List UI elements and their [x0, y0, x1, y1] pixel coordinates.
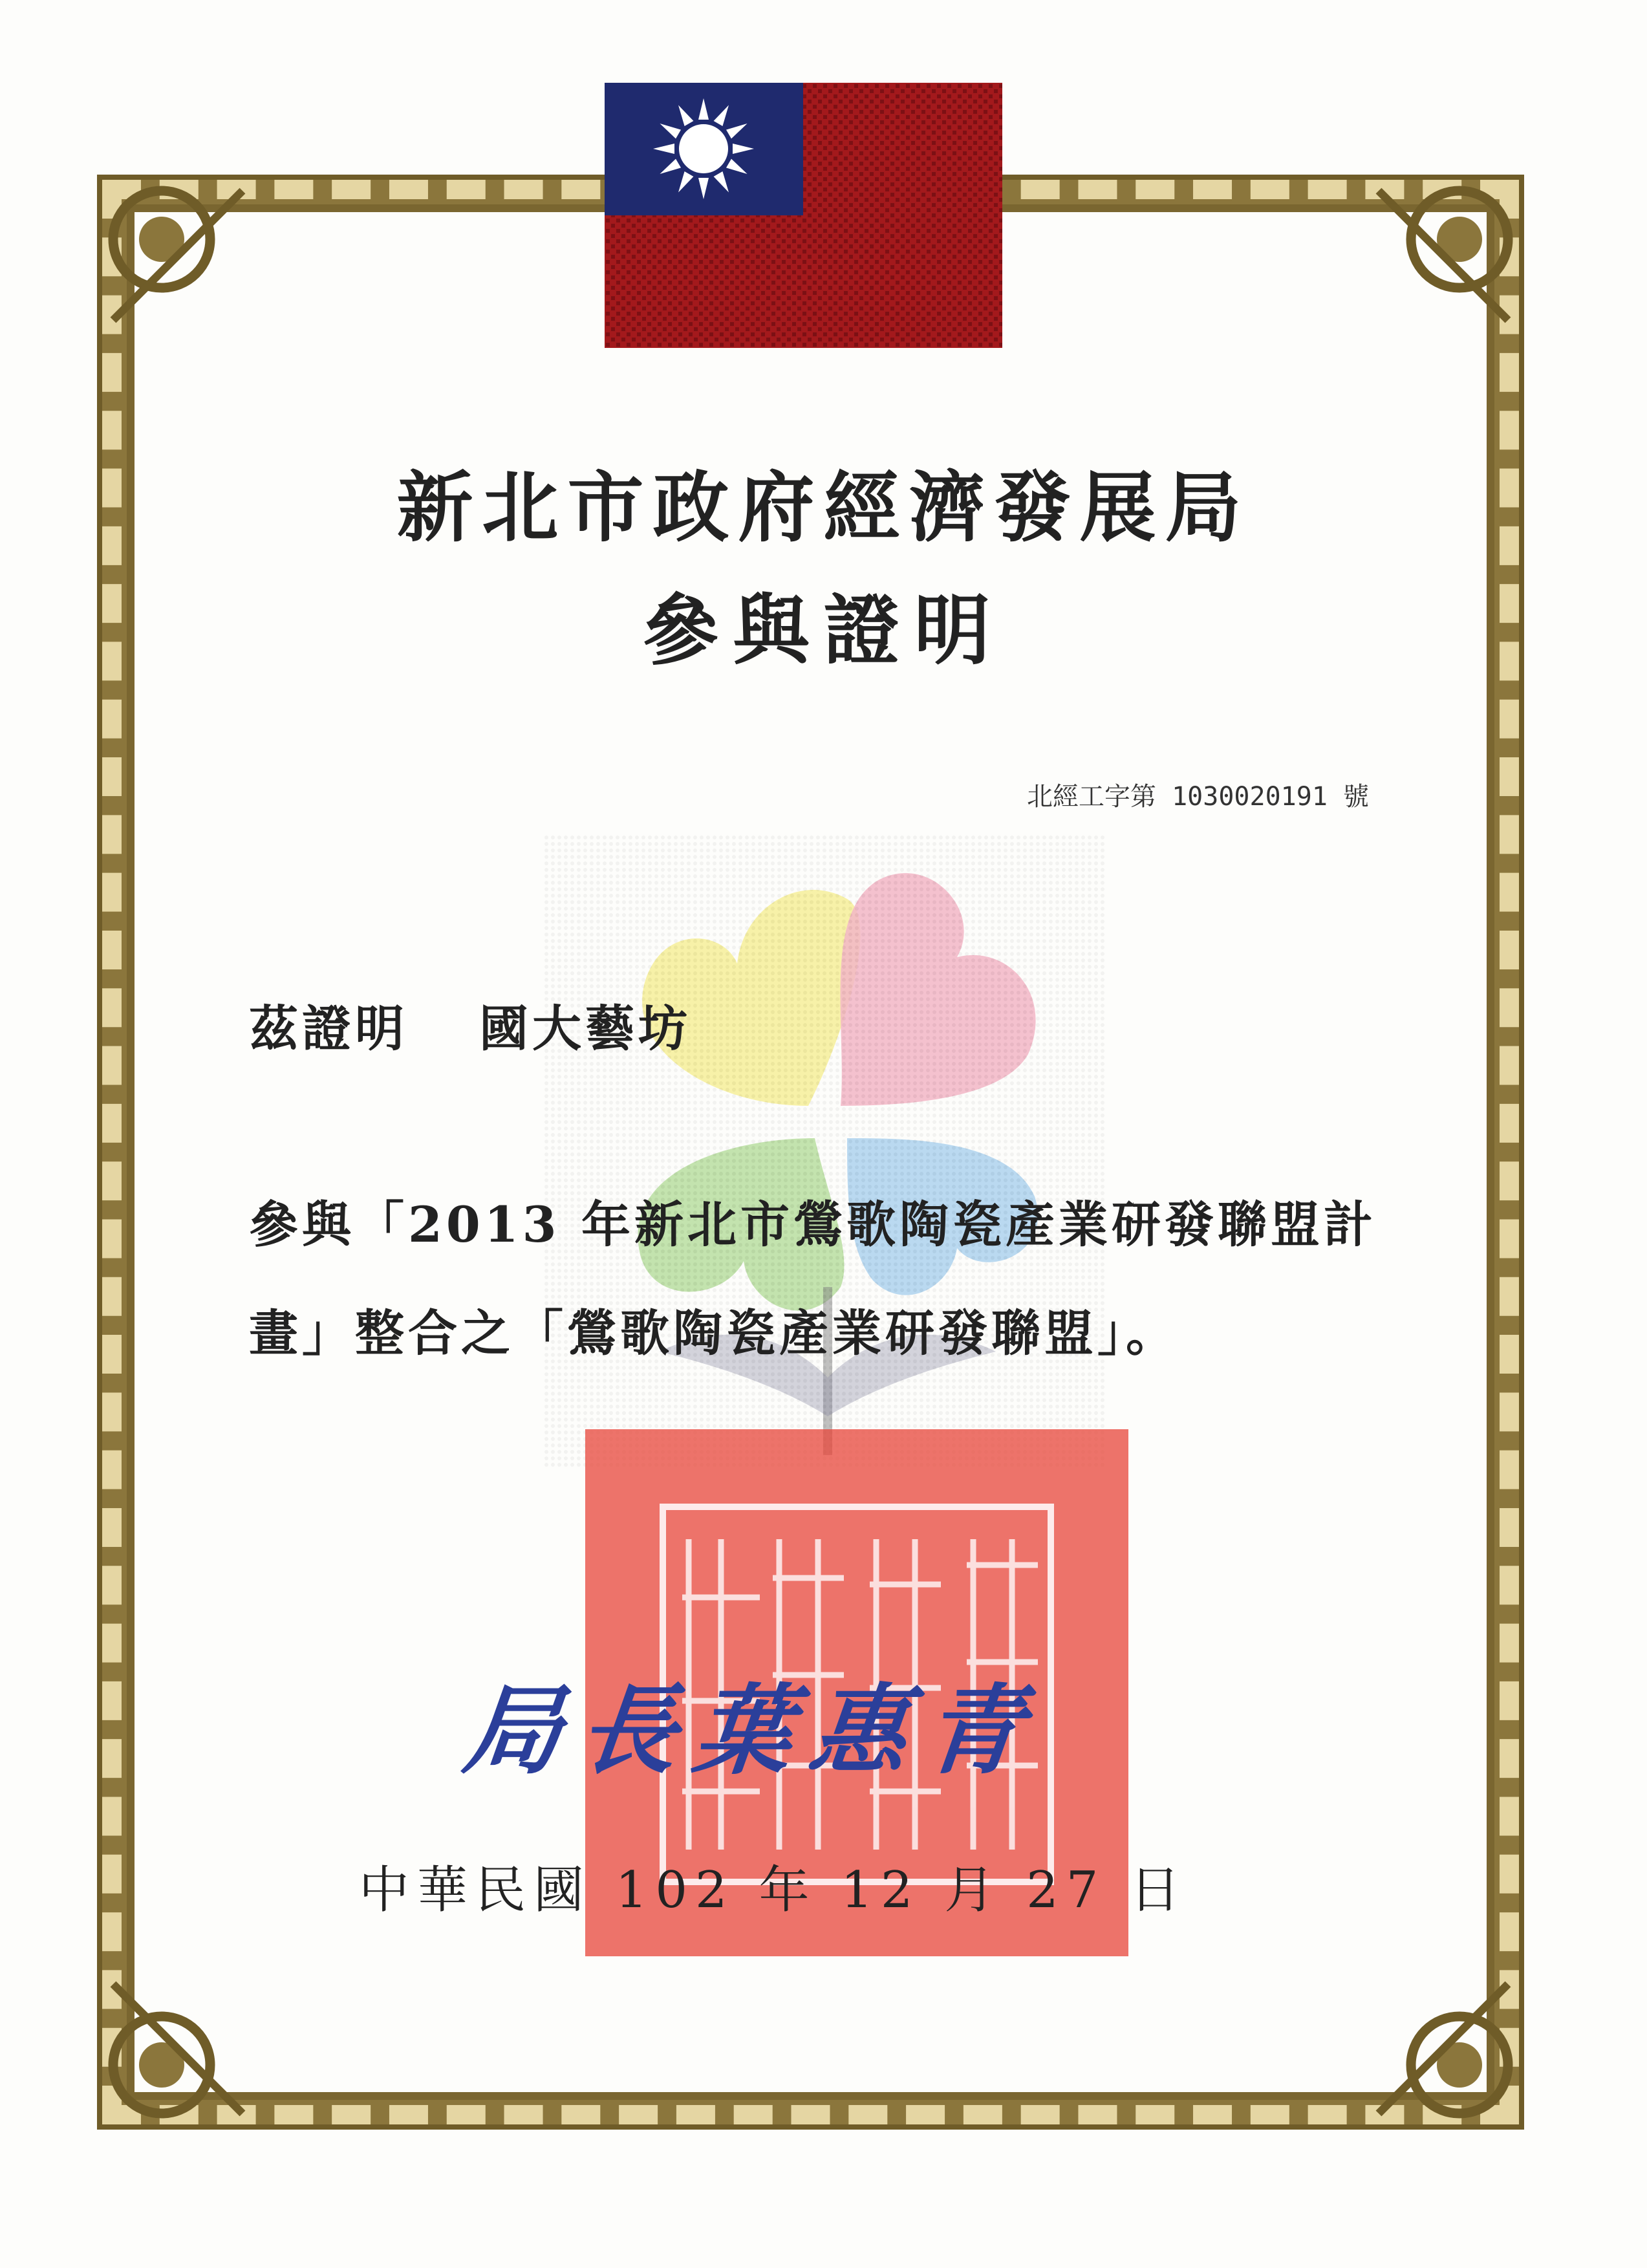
recipient-name: 國大藝坊 [479, 1000, 691, 1057]
corner-ornament-icon [97, 1968, 259, 2130]
roc-flag-icon [605, 83, 1002, 348]
issue-date: 中華民國 102 年 12 月 27 日 [359, 1861, 1189, 1919]
signature-title: 局長 [458, 1674, 701, 1787]
certification-line [249, 989, 691, 1060]
signature-name: 葉惠青 [689, 1674, 1046, 1787]
document-title: 參與證明 [642, 585, 1005, 675]
director-signature [458, 1652, 1049, 1792]
document-number: 北經工字第 1030020191 號 [1027, 782, 1369, 812]
certification-body: 參與「2013 年新北市鶯歌陶瓷產業研發聯盟計畫」整合之「鶯歌陶瓷產業研發聯盟」。 [249, 1196, 1377, 1362]
certification-prefix: 茲證明 [249, 1000, 408, 1057]
corner-ornament-icon [1362, 1968, 1524, 2130]
corner-ornament-icon [97, 175, 259, 336]
corner-ornament-icon [1362, 175, 1524, 336]
issuer-title: 新北市政府經濟發展局 [396, 462, 1251, 552]
